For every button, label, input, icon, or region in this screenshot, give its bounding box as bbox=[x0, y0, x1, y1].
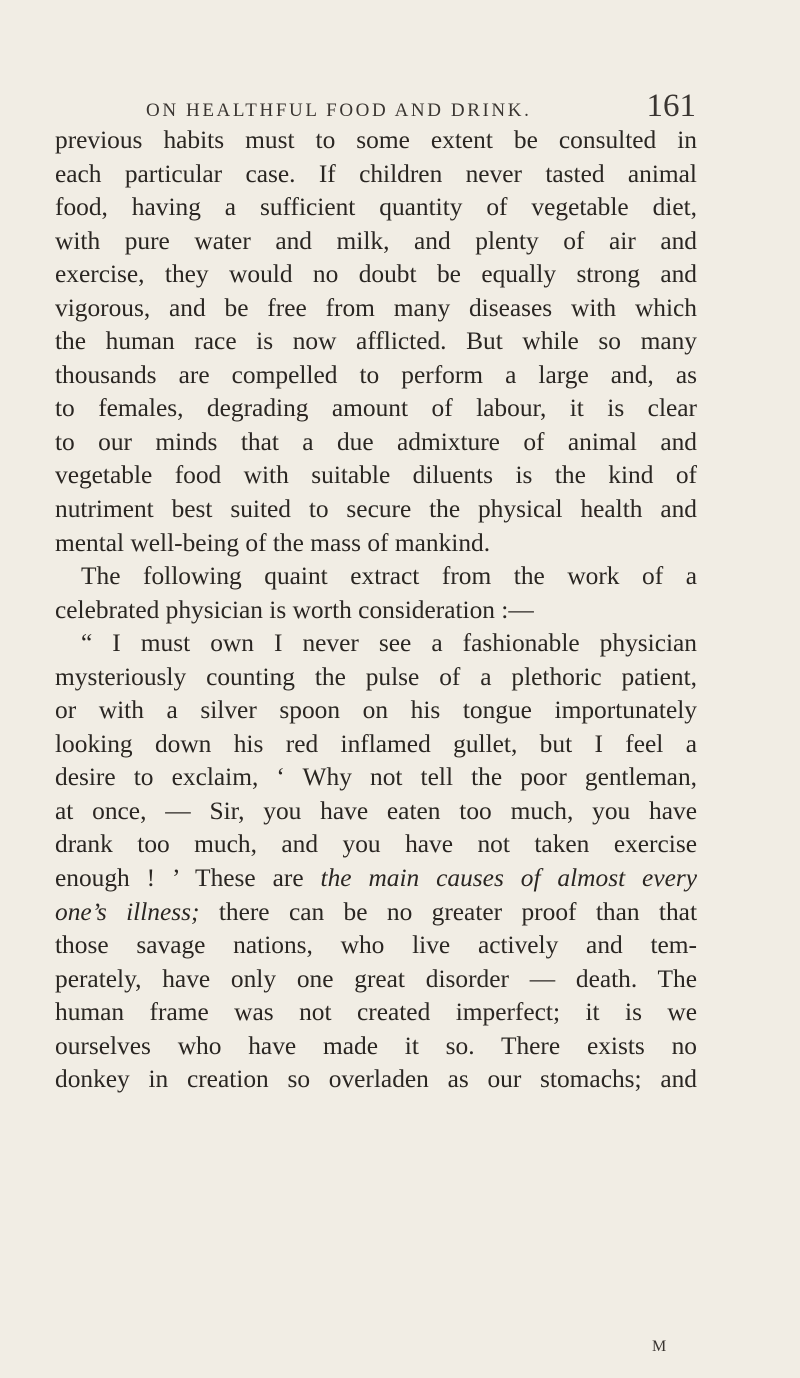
text-line: previous habits must to some extent be consulted in bbox=[55, 126, 697, 154]
text-line: vegetable food with suitable diluents is the kind of bbox=[55, 461, 697, 490]
text-line: ourselves who have made it so. There exists no bbox=[55, 1031, 697, 1060]
text-line: with pure water and milk, and plenty of air and bbox=[55, 226, 697, 255]
text-line: celebrated physician is worth consideration :— bbox=[55, 595, 534, 624]
italic-run: the main causes of almost every bbox=[320, 864, 698, 893]
text-line: at once, — Sir, you have eaten too much, you have bbox=[55, 796, 697, 825]
text-line: The following quaint extract from the work of a bbox=[81, 562, 697, 591]
text-line: to females, degrading amount of labour, it is clear bbox=[55, 394, 697, 423]
text-line: desire to exclaim, ‘ Why not tell the poor gentleman, bbox=[55, 763, 697, 792]
text-run: there can be no greater proof than that bbox=[199, 897, 698, 926]
text-line: food, having a sufficient quantity of vegetable diet, bbox=[55, 193, 697, 222]
text-line: perately, have only one great disorder — death. The bbox=[55, 964, 697, 993]
text-line: each particular case. If children never tasted animal bbox=[55, 159, 697, 188]
signature-mark: M bbox=[652, 1338, 667, 1355]
text-line: mental well-being of the mass of mankind. bbox=[55, 528, 491, 557]
italic-run: one’s illness; bbox=[55, 897, 200, 926]
text-line bbox=[55, 896, 697, 930]
text-line: nutriment best suited to secure the physical health and bbox=[55, 495, 697, 524]
text-line: those savage nations, who live actively and tem- bbox=[55, 931, 697, 960]
running-title: ON HEALTHFUL FOOD AND DRINK. bbox=[146, 100, 532, 121]
running-head bbox=[146, 88, 696, 125]
text-line: exercise, they would no doubt be equally strong and bbox=[55, 260, 697, 289]
text-line: vigorous, and be free from many diseases with which bbox=[55, 293, 697, 322]
text-line: drank too much, and you have not taken exercise bbox=[55, 830, 697, 859]
text-line: human frame was not created imperfect; it is we bbox=[55, 998, 697, 1027]
text-run: enough ! ’ These are bbox=[55, 864, 321, 893]
text-line: thousands are compelled to perform a large and, as bbox=[55, 360, 697, 389]
text-line: to our minds that a due admixture of animal and bbox=[55, 427, 697, 456]
body-text bbox=[55, 124, 697, 1097]
text-line: “ I must own I never see a fashionable physician bbox=[81, 629, 697, 658]
text-line bbox=[55, 862, 697, 896]
text-line: mysteriously counting the pulse of a plethoric patient, bbox=[55, 662, 697, 691]
text-line: donkey in creation so overladen as our stomachs; and bbox=[55, 1065, 697, 1094]
text-line: or with a silver spoon on his tongue importunately bbox=[55, 696, 697, 725]
text-line: looking down his red inflamed gullet, but I feel a bbox=[55, 729, 697, 758]
page-number: 161 bbox=[646, 88, 696, 124]
text-line: the human race is now afflicted. But while so many bbox=[55, 327, 697, 356]
